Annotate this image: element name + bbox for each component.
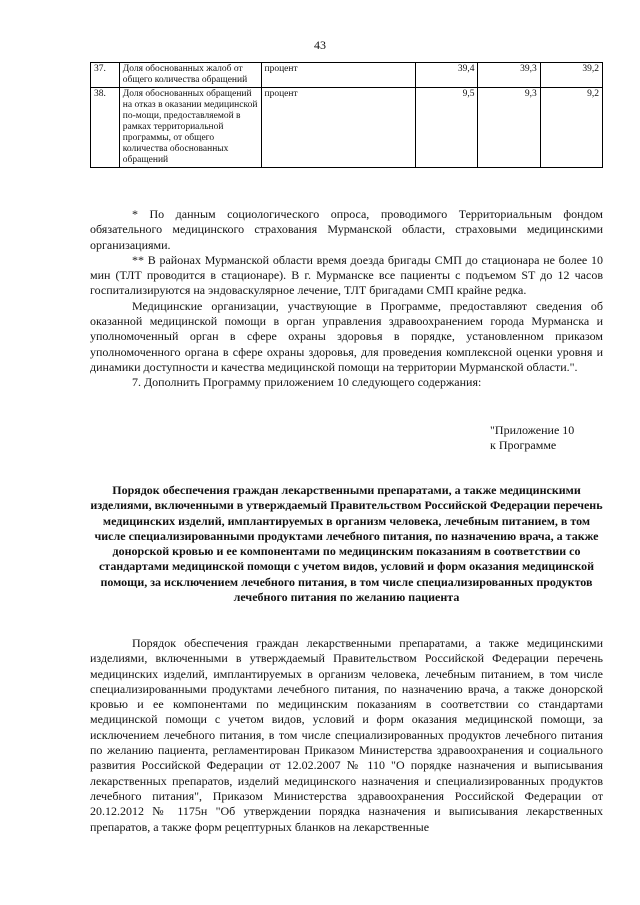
indicator-name: Доля обоснованных жалоб от общего количества обращений (119, 63, 261, 88)
footnote-1: * По данным социологического опроса, проводимого Территориальным фондом обязательного медицинского страхования Мурманской области, страховыми медицинскими организациями. (90, 207, 603, 252)
paragraph: 7. Дополнить Программу приложением 10 следующего содержания: (132, 375, 482, 390)
footnote-2: ** В районах Мурманской области время доезда бригады СМП до стационара не более 10 мин (ТЛТ проводится в стационаре). В г. Мурманске все пациенты с подъемом ST до 12 часов госпитализируются на эндоваскулярное лечение, ТЛТ бригадами СМП крайне редка. (90, 252, 603, 298)
page-number: 43 (314, 38, 326, 52)
section-title: Порядок обеспечения граждан лекарственными препаратами, а также медицинскими изделиями, включенными в утверждаемый Правительством Российской Федерации перечень медицинских изделий, имплантируемых в организм человека, лечебным питанием, в том числе специализированными продуктами лечебного питания, по назначению врача, а также донорской кровью и ее компонентами по медицинским показаниям в соответствии со стандартами медицинской помощи с учетом видов, условий и форм оказания медицинской помощи, за исключением лечебного питания, в том числе специализированных продуктов лечебного питания по желанию пациента (90, 483, 603, 605)
unit: процент (261, 88, 416, 168)
indicators-table (90, 62, 603, 168)
value-year-2: 39,3 (478, 63, 540, 88)
appendix-line: "Приложение 10 (490, 423, 575, 437)
value-year-1: 9,5 (416, 88, 478, 168)
appendix-line: к Программе (490, 438, 557, 452)
value-year-1: 39,4 (416, 63, 478, 88)
body-text (90, 636, 603, 835)
unit: процент (261, 63, 416, 88)
paragraph: Порядок обеспечения граждан лекарственными препаратами, а также медицинскими изделиями, включенными в утверждаемый Правительством Российской Федерации перечень медицинских изделий, имплантируемых в организм человека, лечебным питанием, в том числе специализированными продуктами лечебного питания, по назначению врача, а также донорской кровью и ее компонентами по медицинским показаниям в соответствии со стандартами медицинской помощи с учетом видов, условий и форм оказания медицинской помощи, за исключением лечебного питания, в том числе специализированных продуктов лечебного питания по желанию пациента, регламентирован Приказом Министерства здравоохранения и социального развития Российской Федерации от 12.02.2007 № 110 "О порядке назначения и выписывания лекарственных препаратов, изделий медицинского назначения и специализированных продуктов лечебного питания", Приказом Министерства здравоохранения Российской Федерации от 20.12.2012 № 1175н "Об утверждении порядка назначения и выписывания лекарственных препаратов, а также форм рецептурных бланков на лекарственные (90, 636, 603, 834)
value-year-3: 9,2 (540, 88, 602, 168)
indicator-name: Доля обоснованных обращений на отказ в оказании медицинской по-мощи, предоставляемой в рамках территориальной программы, от общего количества обоснованных обращений (119, 88, 261, 168)
row-number: 38. (91, 88, 120, 168)
footnotes-block (90, 207, 603, 391)
table-row (91, 63, 603, 88)
appendix-heading (490, 423, 574, 453)
value-year-2: 9,3 (478, 88, 540, 168)
table-row (91, 88, 603, 168)
row-number: 37. (91, 63, 120, 88)
paragraph: Медицинские организации, участвующие в Программе, предоставляют сведения об оказанной медицинской помощи в орган управления здравоохранением города Мурманска и уполномоченный орган в сфере охраны здоровья в порядке, установленном приказом уполномоченного органа в сфере охраны здоровья, для проведения комплексной оценки уровня и динамики доступности и качества медицинской помощи на территории Мурманской области.". (90, 298, 603, 374)
value-year-3: 39,2 (540, 63, 602, 88)
